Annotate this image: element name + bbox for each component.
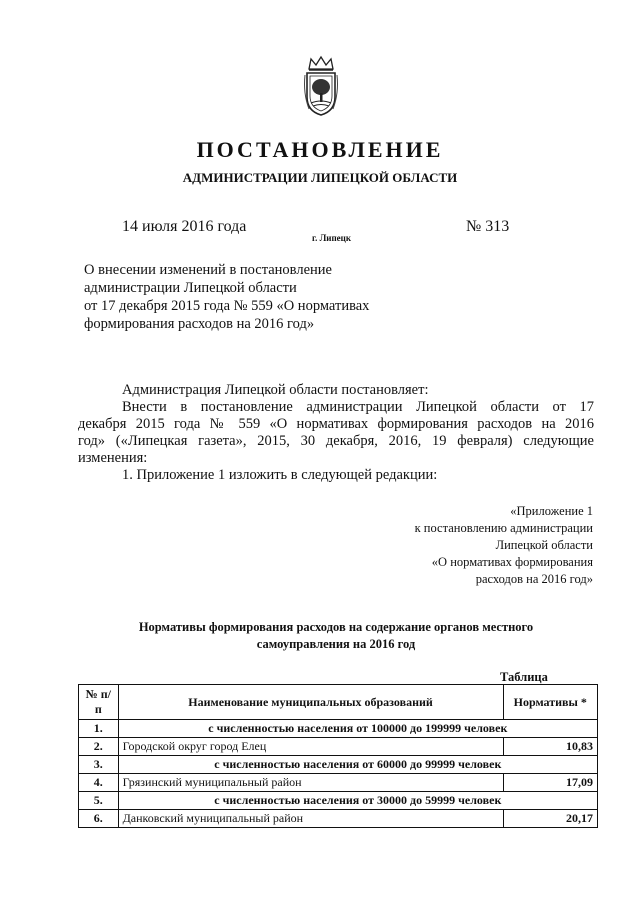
table-title-line: Нормативы формирования расходов на содержание органов местного: [138, 620, 534, 634]
section-header: с численностью населения от 30000 до 59999 человек: [118, 792, 597, 810]
table-title-line: самоуправления на 2016 год: [256, 637, 416, 651]
row-num: 5.: [79, 792, 119, 810]
body-item-1: 1. Приложение 1 изложить в следующей редакции:: [122, 467, 438, 483]
table-row: [79, 738, 598, 756]
municipality-name: Данковский муниципальный район: [118, 810, 503, 828]
row-num: 4.: [79, 774, 119, 792]
body-paragraph-line: изменения:: [78, 450, 148, 466]
document-body: [78, 382, 594, 484]
norm-value: 10,83: [503, 738, 597, 756]
section-header: с численностью населения от 100000 до 199999 человек: [118, 720, 597, 738]
row-num: 2.: [79, 738, 119, 756]
appendix-line: расходов на 2016 год»: [475, 572, 593, 586]
norm-value: 20,17: [503, 810, 597, 828]
issuer-subtitle: АДМИНИСТРАЦИИ ЛИПЕЦКОЙ ОБЛАСТИ: [182, 170, 458, 185]
municipality-name: Грязинский муниципальный район: [118, 774, 503, 792]
document-subject: [84, 261, 369, 333]
document-date: 14 июля 2016 года: [122, 218, 247, 235]
table-label: Таблица: [500, 670, 548, 684]
table-header-row: [79, 685, 598, 720]
header-num: № п/п: [79, 685, 119, 720]
coat-of-arms-emblem: [301, 55, 341, 117]
body-paragraph-line: Внести в постановление администрации Липецкой области от 17: [122, 399, 594, 415]
appendix-line: к постановлению администрации: [414, 521, 593, 535]
norm-value: 17,09: [503, 774, 597, 792]
subject-line: от 17 декабря 2015 года № 559 «О нормативах: [84, 298, 370, 314]
appendix-line: «О нормативах формирования: [431, 555, 593, 569]
header-name: Наименование муниципальных образований: [118, 685, 503, 720]
table-title: [78, 619, 594, 653]
table-row: [79, 756, 598, 774]
subject-line: О внесении изменений в постановление: [84, 262, 332, 278]
table-row: [79, 720, 598, 738]
document-city: г. Липецк: [312, 233, 352, 243]
section-header: с численностью населения от 60000 до 99999 человек: [118, 756, 597, 774]
table-row: [79, 774, 598, 792]
norms-table: [78, 684, 598, 828]
subject-line: формирования расходов на 2016 год»: [84, 316, 315, 332]
subject-line: администрации Липецкой области: [84, 280, 297, 296]
body-paragraph-line: год» («Липецкая газета», 2015, 30 декабря, 2016, 19 февраля) следующие: [78, 433, 594, 449]
body-intro: Администрация Липецкой области постановляет:: [122, 382, 429, 398]
row-num: 1.: [79, 720, 119, 738]
table-row: [79, 792, 598, 810]
row-num: 3.: [79, 756, 119, 774]
document-title: ПОСТАНОВЛЕНИЕ: [196, 137, 444, 162]
row-num: 6.: [79, 810, 119, 828]
municipality-name: Городской округ город Елец: [118, 738, 503, 756]
body-paragraph-line: декабря 2015 года № 559 «О нормативах формирования расходов на 2016: [78, 416, 594, 432]
header-norm: Нормативы *: [503, 685, 597, 720]
document-number: № 313: [466, 218, 510, 235]
appendix-reference: [415, 503, 593, 588]
table-row: [79, 810, 598, 828]
appendix-line: «Приложение 1: [510, 504, 593, 518]
appendix-line: Липецкой области: [495, 538, 593, 552]
